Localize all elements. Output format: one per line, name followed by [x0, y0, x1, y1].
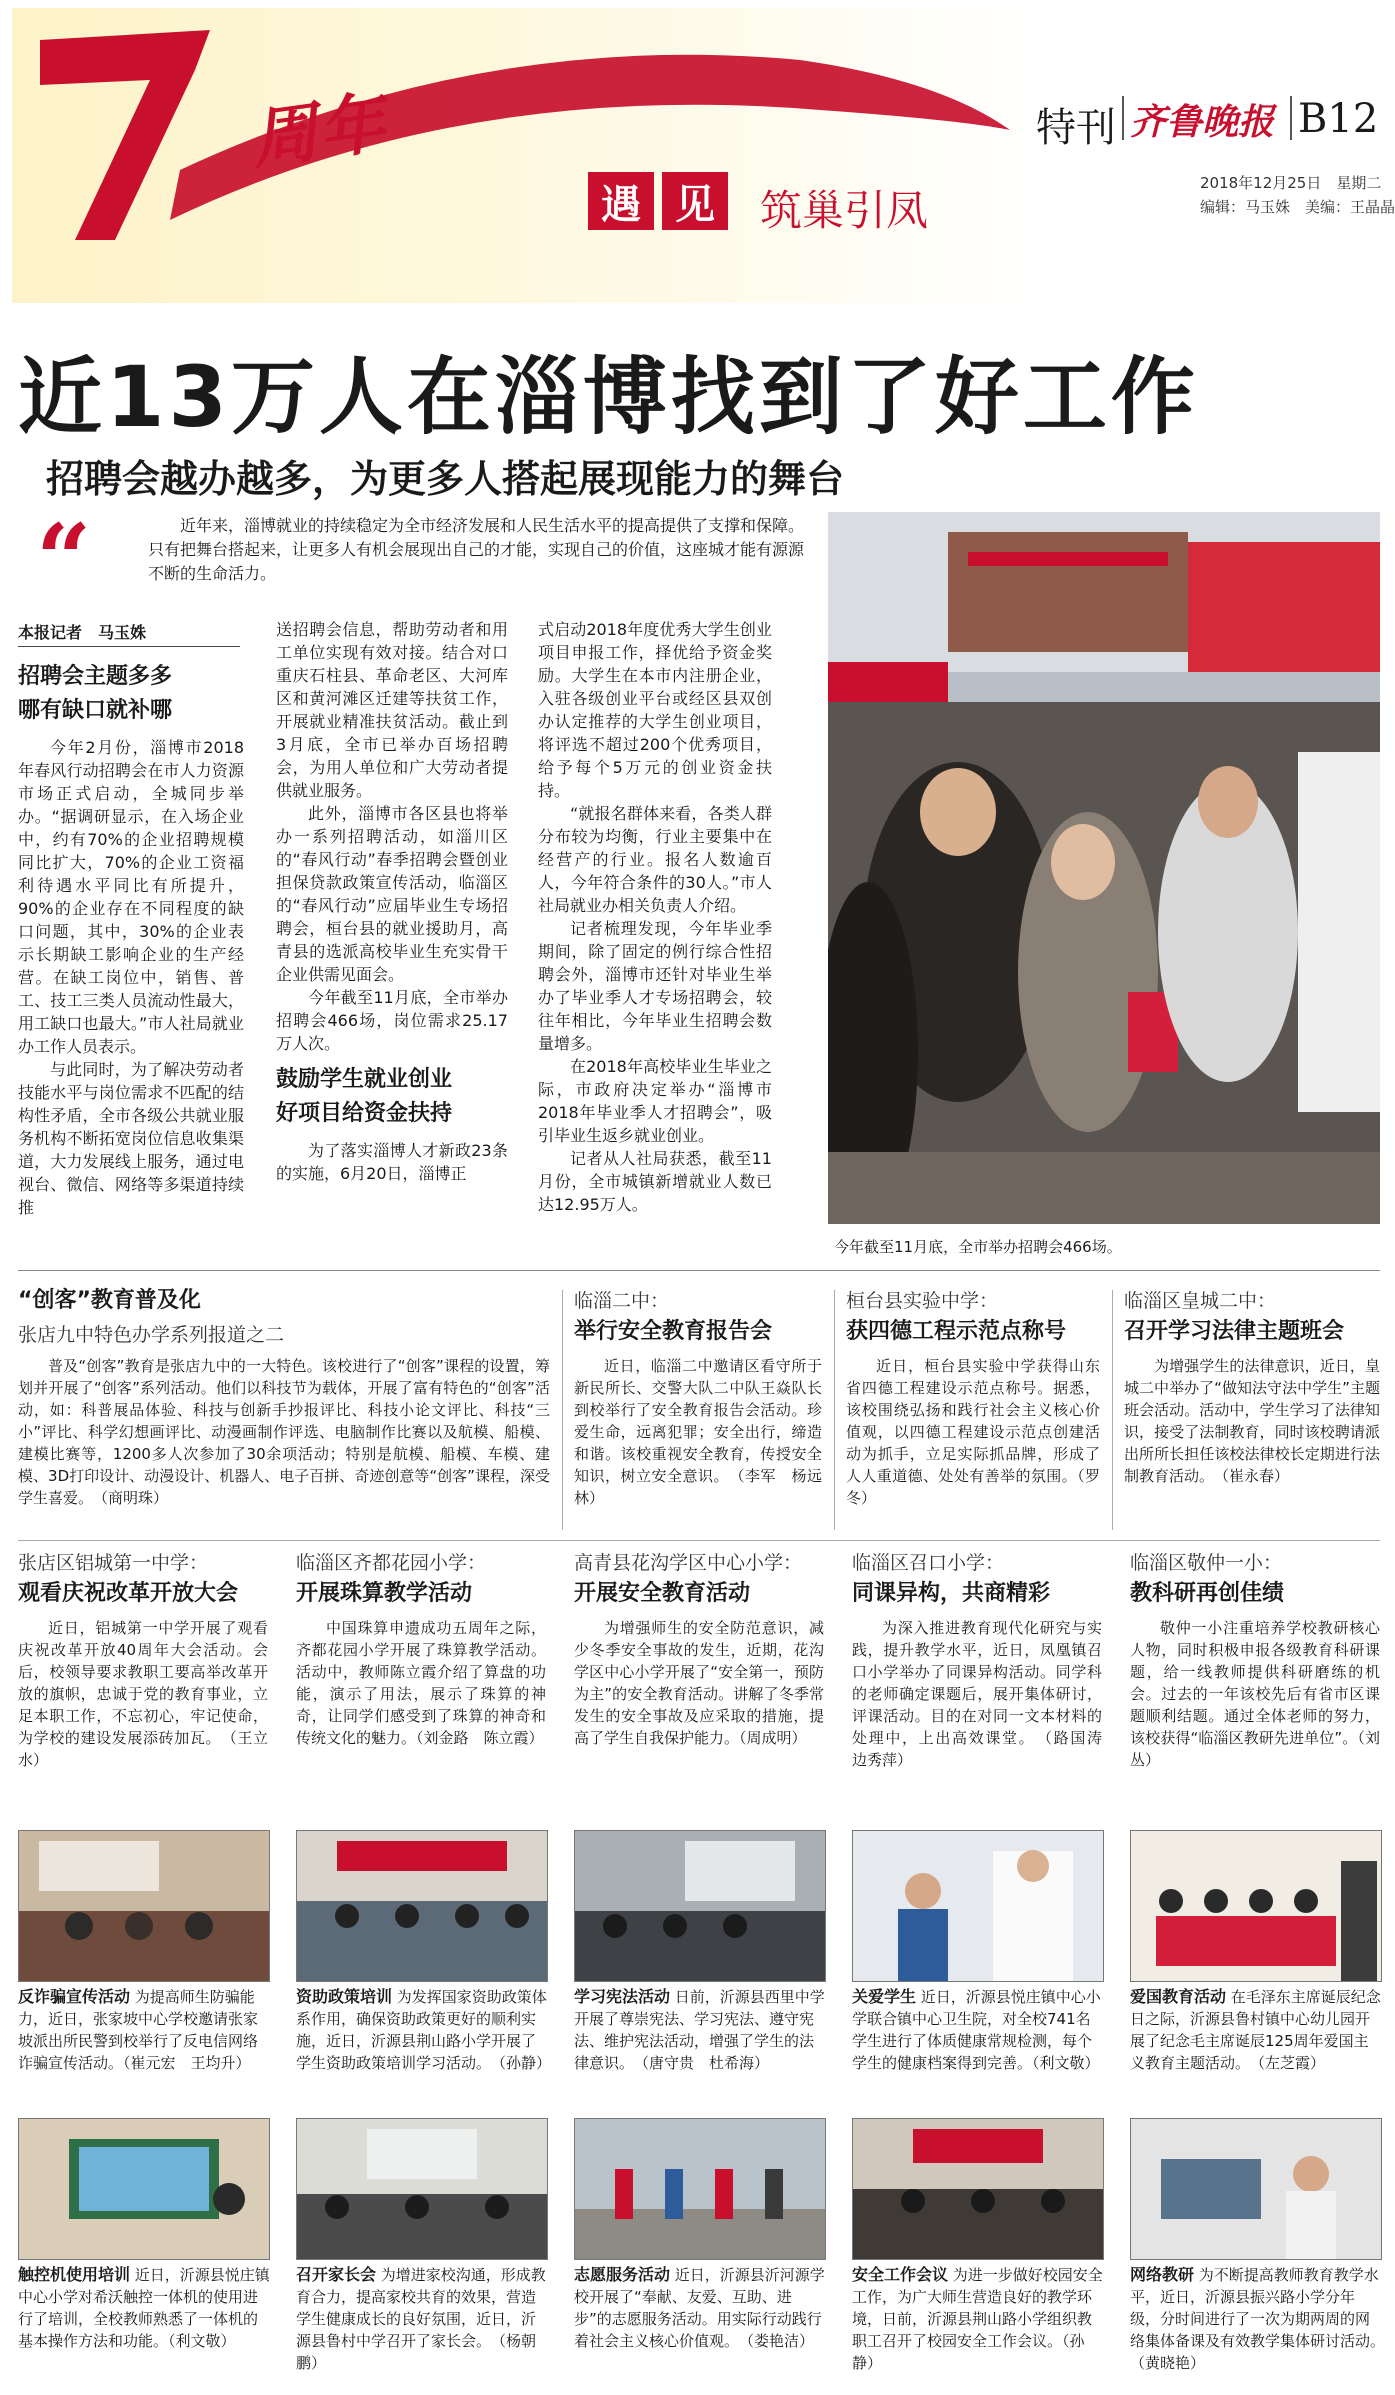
brief-body: 敬仲一小注重培养学校教研核心人物，同时积极申报各级教育科研课题，给一线教师提供科研磨练的机会。过去的一年该校先后有省市区课题顺利结题。通过全体老师的努力，该校获得“临淄区教研先进单位”。（刘丛） [1130, 1619, 1380, 1769]
article-paragraph: 式启动2018年度优秀大学生创业项目申报工作，择优给予资金奖励。大学生在本市内注册企业，入驻各级创业平台或经区县双创办认定推荐的大学生创业项目，将评选不超过200个优秀项目，给予每个5万元的创业资金扶持。 [538, 620, 772, 800]
brief-card [574, 1286, 822, 1509]
section-title: 筑巢引凤 [760, 186, 929, 235]
section-divider [18, 1540, 1380, 1541]
brief-card [846, 1286, 1100, 1509]
photo-brief [852, 2118, 1104, 2374]
photo-brief-caption [296, 2264, 548, 2374]
touchscreen-photo [18, 2118, 270, 2260]
photo-brief [1130, 1830, 1382, 2074]
photo-brief-text: 近日，沂源县沂河源学校开展了“奉献、友爱、互助、进步”的志愿服务活动。用实际行动践行着社会主义核心价值观。 （娄艳洁） [574, 2266, 825, 2350]
photo-brief-text: 为增进家校沟通，形成教育合力，提高家校共育的效果，营造学生健康成长的良好氛围，近日，沂源县鲁村中学召开了家长会。 （杨朝鹏） [296, 2266, 546, 2372]
online-teaching-photo [1130, 2118, 1382, 2260]
section-char-2: 见 [662, 172, 728, 230]
lecture-photo [574, 1830, 826, 1982]
article-paragraph: 记者从人社局获悉，截至11月份，全市城镇新增就业人数已达12.95万人。 [538, 1149, 772, 1214]
photo-brief-label: 关爱学生 [852, 1987, 917, 2006]
section-badge [588, 172, 728, 230]
subheadline: 招聘会越办越多，为更多人搭起展现能力的舞台 [46, 457, 845, 501]
classroom-photo [18, 1830, 270, 1982]
column-divider [562, 1290, 563, 1530]
brief-body: 近日，临淄二中邀请区看守所于新民所长、交警大队二中队王焱队长到校举行了安全教育报告会活动。珍爱生命，远离犯罪；安全出行，缔造和谐。该校重视安全教育，传授安全知识，树立安全意识。 （李军 杨远林） [574, 1357, 822, 1507]
photo-brief-label: 安全工作会议 [852, 2265, 949, 2284]
article-paragraph: 今年截至11月底，全市举办招聘会466场，岗位需求25.17万人次。 [276, 988, 508, 1053]
article-paragraph: 此外，淄博市各区县也将举办一系列招聘活动，如淄川区的“春风行动”春季招聘会暨创业担保贷款政策宣传活动，临淄区的“春风行动”应届毕业生专场招聘会，桓台县的就业援助月，高青县的选派高校毕业生充实骨干企业供需见面会。 [276, 804, 508, 984]
article-subtitle: 招聘会主题多多 哪有缺口就补哪 [18, 664, 173, 723]
brief-card [296, 1548, 546, 1749]
photo-brief-label: 召开家长会 [296, 2265, 377, 2284]
brief-kicker: 桓台县实验中学： [846, 1290, 999, 1312]
volunteer-photo [574, 2118, 826, 2260]
brief-body: 为增强师生的安全防范意识，减少冬季安全事故的发生，近期，花沟学区中心小学开展了“安全第一，预防为主”的安全教育活动。讲解了冬季常发生的安全事故及应采取的措施，提高了学生自我保护能力。（周成明） [574, 1619, 824, 1747]
brief-kicker: 临淄区敬仲一小： [1130, 1552, 1283, 1574]
photo-caption: 今年截至11月底，全市举办招聘会466场。 [834, 1238, 1122, 1256]
article-paragraph: “就报名群体来看，各类人群分布较为均衡，行业主要集中在经营产的行业。报名人数逾百人，今年符合条件的30人。”市人社局就业办相关负责人介绍。 [538, 804, 772, 915]
meeting-room-photo [296, 1830, 548, 1982]
masthead-divider [1290, 96, 1292, 140]
brief-title: “创客”教育普及化 [18, 1288, 201, 1313]
health-check-photo [852, 1830, 1104, 1982]
brief-body: 近日，桓台县实验中学获得山东省四德工程建设示范点称号。据悉，该校围绕弘扬和践行社会主义核心价值观，以四德工程建设示范点创建活动为抓手，立足实际抓品牌，形成了人人重道德、处处有善举的氛围。（罗冬） [846, 1357, 1100, 1507]
column-divider [834, 1290, 835, 1530]
photo-brief-caption [574, 1986, 826, 2074]
photo-brief-label: 触控机使用培训 [18, 2265, 131, 2284]
photo-brief-text: 近日，沂源县悦庄镇中心小学联合镇中心卫生院，对全校741名学生进行了体质健康常规检测，每个学生的健康档案得到完善。（利文敬） [852, 1988, 1101, 2072]
brief-kicker: 张店区铝城第一中学： [18, 1552, 209, 1574]
photo-brief-caption [1130, 1986, 1382, 2074]
brief-kicker: 临淄二中： [574, 1290, 670, 1312]
brief-card [1130, 1548, 1380, 1771]
brief-kicker: 临淄区皇城二中： [1124, 1290, 1277, 1312]
photo-brief-caption [18, 1986, 270, 2074]
photo-brief-text: 为进一步做好校园安全工作，为广大师生营造良好的教学环境，日前，沂源县荆山路小学组织教职工召开了校园安全工作会议。（孙静） [852, 2266, 1103, 2372]
brief-subtitle: 张店九中特色办学系列报道之二 [18, 1324, 285, 1346]
photo-brief [574, 2118, 826, 2352]
photo-brief-text: 在毛泽东主席诞辰纪念日之际，沂源县鲁村镇中心幼儿园开展了纪念毛主席诞辰125周年爱国主义教育主题活动。 （左芝霞） [1130, 1988, 1381, 2072]
brief-kicker: 高青县花沟学区中心小学： [574, 1552, 803, 1574]
article-paragraph: 送招聘会信息，帮助劳动者和用工单位实现有效对接。结合对口重庆石柱县、革命老区、大河库区和黄河滩区迁建等扶贫工作，开展就业精准扶贫活动。截止到3月底，全市已举办百场招聘会，为用人单位和广大劳动者提供就业服务。 [276, 620, 508, 800]
photo-brief [574, 1830, 826, 2074]
article-column-2 [276, 618, 508, 1185]
column-divider [1112, 1290, 1113, 1530]
byline: 本报记者 马玉姝 [18, 623, 147, 642]
brief-kicker: 临淄区召口小学： [852, 1552, 1005, 1574]
photo-brief-text: 为发挥国家资助政策体系作用，确保资助政策更好的顺利实施，近日，沂源县荆山路小学开展了学生资助政策培训学习活动。 （孙静） [296, 1988, 552, 2072]
article-paragraph: 与此同时，为了解决劳动者技能水平与岗位需求不匹配的结构性矛盾，全市各级公共就业服务机构不断拓宽岗位信息收集渠道，大力发展线上服务，通过电视台、微信、网络等多渠道持续推 [18, 1060, 244, 1217]
brief-card [852, 1548, 1118, 1771]
brief-body: 为增强学生的法律意识，近日，皇城二中举办了“做知法守法中学生”主题班会活动。活动中，学生学习了法律知识，接受了法制教育，同时该校聘请派出所所长担任该校法律校长定期进行法制教育活动。 （崔永春） [1124, 1357, 1380, 1485]
photo-brief-caption [1130, 2264, 1393, 2374]
parent-meeting-photo [296, 2118, 548, 2260]
article-paragraph: 为了落实淄博人才新政23条的实施，6月20日，淄博正 [276, 1141, 508, 1183]
photo-brief-text: 近日，沂源县悦庄镇中心小学对希沃触控一体机的使用进行了培训，全校教师熟悉了一体机的基本操作方法和功能。（利文敬） [18, 2266, 270, 2350]
photo-brief-text: 日前，沂源县西里中学开展了尊崇宪法、学习宪法、遵守宪法、维护宪法活动，增强了学生的法律意识。 （唐守贵 杜希海） [574, 1988, 825, 2072]
brief-title: 开展珠算教学活动 [296, 1581, 473, 1606]
brief-card [1124, 1286, 1380, 1487]
issue-date: 2018年12月25日 星期二 [1200, 174, 1382, 192]
photo-brief-caption [296, 1986, 552, 2074]
brief-title: 同课异构，共商精彩 [852, 1581, 1051, 1606]
brief-title: 开展安全教育活动 [574, 1581, 751, 1606]
brief-title: 教科研再创佳绩 [1130, 1581, 1285, 1606]
photo-brief [1130, 2118, 1393, 2374]
brief-kicker: 临淄区齐都花园小学： [296, 1552, 487, 1574]
photo-brief-caption [852, 2264, 1104, 2374]
article-column-1 [18, 652, 244, 1219]
brief-title: 举行安全教育报告会 [574, 1319, 773, 1344]
photo-brief [18, 1830, 270, 2074]
photo-brief-label: 网络教研 [1130, 2265, 1195, 2284]
brief-body: 近日，铝城第一中学开展了观看庆祝改革开放40周年大会活动。会后，校领导要求教职工要高举改革开放的旗帜，忠诚于党的教育事业，立足本职工作，不忘初心，牢记使命，为学校的建设发展添砖加瓦。 （王立水） [18, 1619, 268, 1769]
photo-brief [296, 1830, 552, 2074]
photo-brief-caption [852, 1986, 1104, 2074]
brief-title: 获四德工程示范点称号 [846, 1319, 1067, 1344]
paper-name: 齐鲁晚报 [1130, 101, 1275, 143]
brief-body: 为深入推进教育现代化研究与实践，提升教学水平，近日，凤凰镇召口小学举办了同课异构活动。同学科的老师确定课题后，展开集体研讨，评课活动。目的在对同一文本材料的处理中，上出高效课堂。 （路国涛 边秀萍） [852, 1619, 1118, 1769]
article-paragraph: 记者梳理发现，今年毕业季期间，除了固定的例行综合性招聘会外，淄博市还针对毕业生举办了毕业季人才专场招聘会，较往年相比，今年毕业生招聘会数量增多。 [538, 919, 772, 1053]
quote-mark-icon: “ [36, 503, 92, 616]
lead-paragraph: 近年来，淄博就业的持续稳定为全市经济发展和人民生活水平的提高提供了支撑和保障。只有把舞台搭起来，让更多人有机会展现出自己的才能，实现自己的价值，这座城才能有源源不断的生命活力。 [148, 516, 805, 583]
section-char-1: 遇 [588, 172, 654, 230]
headline: 近13万人在淄博找到了好工作 [18, 348, 1199, 446]
brief-title: 召开学习法律主题班会 [1124, 1319, 1345, 1344]
masthead [0, 0, 1395, 305]
article-paragraph: 今年2月份，淄博市2018年春风行动招聘会在市人力资源市场正式启动，全城同步举办。“据调研显示，在入场企业中，约有70%的企业招聘规模同比扩大，70%的企业工资福利待遇水平同比有所提升，90%的企业存在不同程度的缺口问题，其中，30%的企业表示长期缺工影响企业的生产经营。在缺工岗位中，销售、普工、技工三类人员流动性最大，用工缺口也最大。”市人社局就业办工作人员表示。 [18, 738, 244, 1056]
brief-card [18, 1286, 550, 1509]
editors-credit: 编辑：马玉姝 美编：王晶晶 [1200, 198, 1395, 216]
photo-brief-text: 为提高师生防骗能力，近日，张家坡中心学校邀请张家坡派出所民警到校举行了反电信网络诈骗宣传活动。（崔元宏 王均升） [18, 1988, 259, 2072]
photo-brief-caption [18, 2264, 270, 2352]
photo-brief [852, 1830, 1104, 2074]
masthead-divider [1122, 96, 1124, 140]
brief-card [574, 1548, 824, 1749]
section-divider [18, 1270, 1380, 1271]
photo-brief-label: 爱国教育活动 [1130, 1987, 1227, 2006]
photo-brief [296, 2118, 548, 2374]
brief-body: 普及“创客”教育是张店九中的一大特色。该校进行了“创客”课程的设置，筹划并开展了“创客”系列活动。他们以科技节为载体，开展了富有特色的“创客”活动，如：科普展品体验、科技与创新手抄报评比、科技小论文评比、科技“三小”评比、科学幻想画评比、动漫画制作评选、电脑制作比赛以及航模、船模、建模比赛等，1200多人次参加了30余项活动；特别是航模、船模、车模、建模、3D打印设计、动漫设计、机器人、电子百拼、奇迹创意等“创客”课程，深受学生喜爱。 （商明珠） [18, 1357, 550, 1507]
article-paragraph: 在2018年高校毕业生毕业之际，市政府决定举办“淄博市2018年毕业季人才招聘会”，吸引毕业生返乡就业创业。 [538, 1057, 772, 1145]
article-column-3 [538, 618, 772, 1216]
photo-brief-label: 资助政策培训 [296, 1987, 393, 2006]
brief-card [18, 1548, 268, 1771]
photo-brief-label: 学习宪法活动 [574, 1987, 671, 2006]
photo-brief [18, 2118, 270, 2352]
job-fair-photo [828, 512, 1380, 1224]
divider [18, 646, 240, 647]
article-subtitle: 鼓励学生就业创业 好项目给资金扶持 [276, 1067, 453, 1126]
page-number: B12 [1298, 96, 1379, 142]
photo-brief-text: 为不断提高教师教育教学水平，近日，沂源县振兴路小学分年级，分时间进行了一次为期两周的网络集体备课及有效教学集体研讨活动。 （黄晓艳） [1130, 2266, 1393, 2372]
safety-meeting-photo [852, 2118, 1104, 2260]
brief-title: 观看庆祝改革开放大会 [18, 1581, 239, 1606]
kindergarten-photo [1130, 1830, 1382, 1982]
special-label: 特刊 [1036, 105, 1116, 151]
brief-body: 中国珠算申遗成功五周年之际，齐都花园小学开展了珠算教学活动。活动中，教师陈立霞介绍了算盘的功能，演示了用法，展示了珠算的神奇，让同学们感受到了珠算的神奇和传统文化的魅力。（刘金路 陈立霞） [296, 1619, 546, 1747]
photo-brief-label: 志愿服务活动 [574, 2265, 671, 2284]
photo-brief-label: 反诈骗宣传活动 [18, 1987, 131, 2006]
photo-brief-caption [574, 2264, 826, 2352]
seven-logo-icon [20, 10, 220, 250]
anniversary-word: 周年 [245, 82, 392, 180]
